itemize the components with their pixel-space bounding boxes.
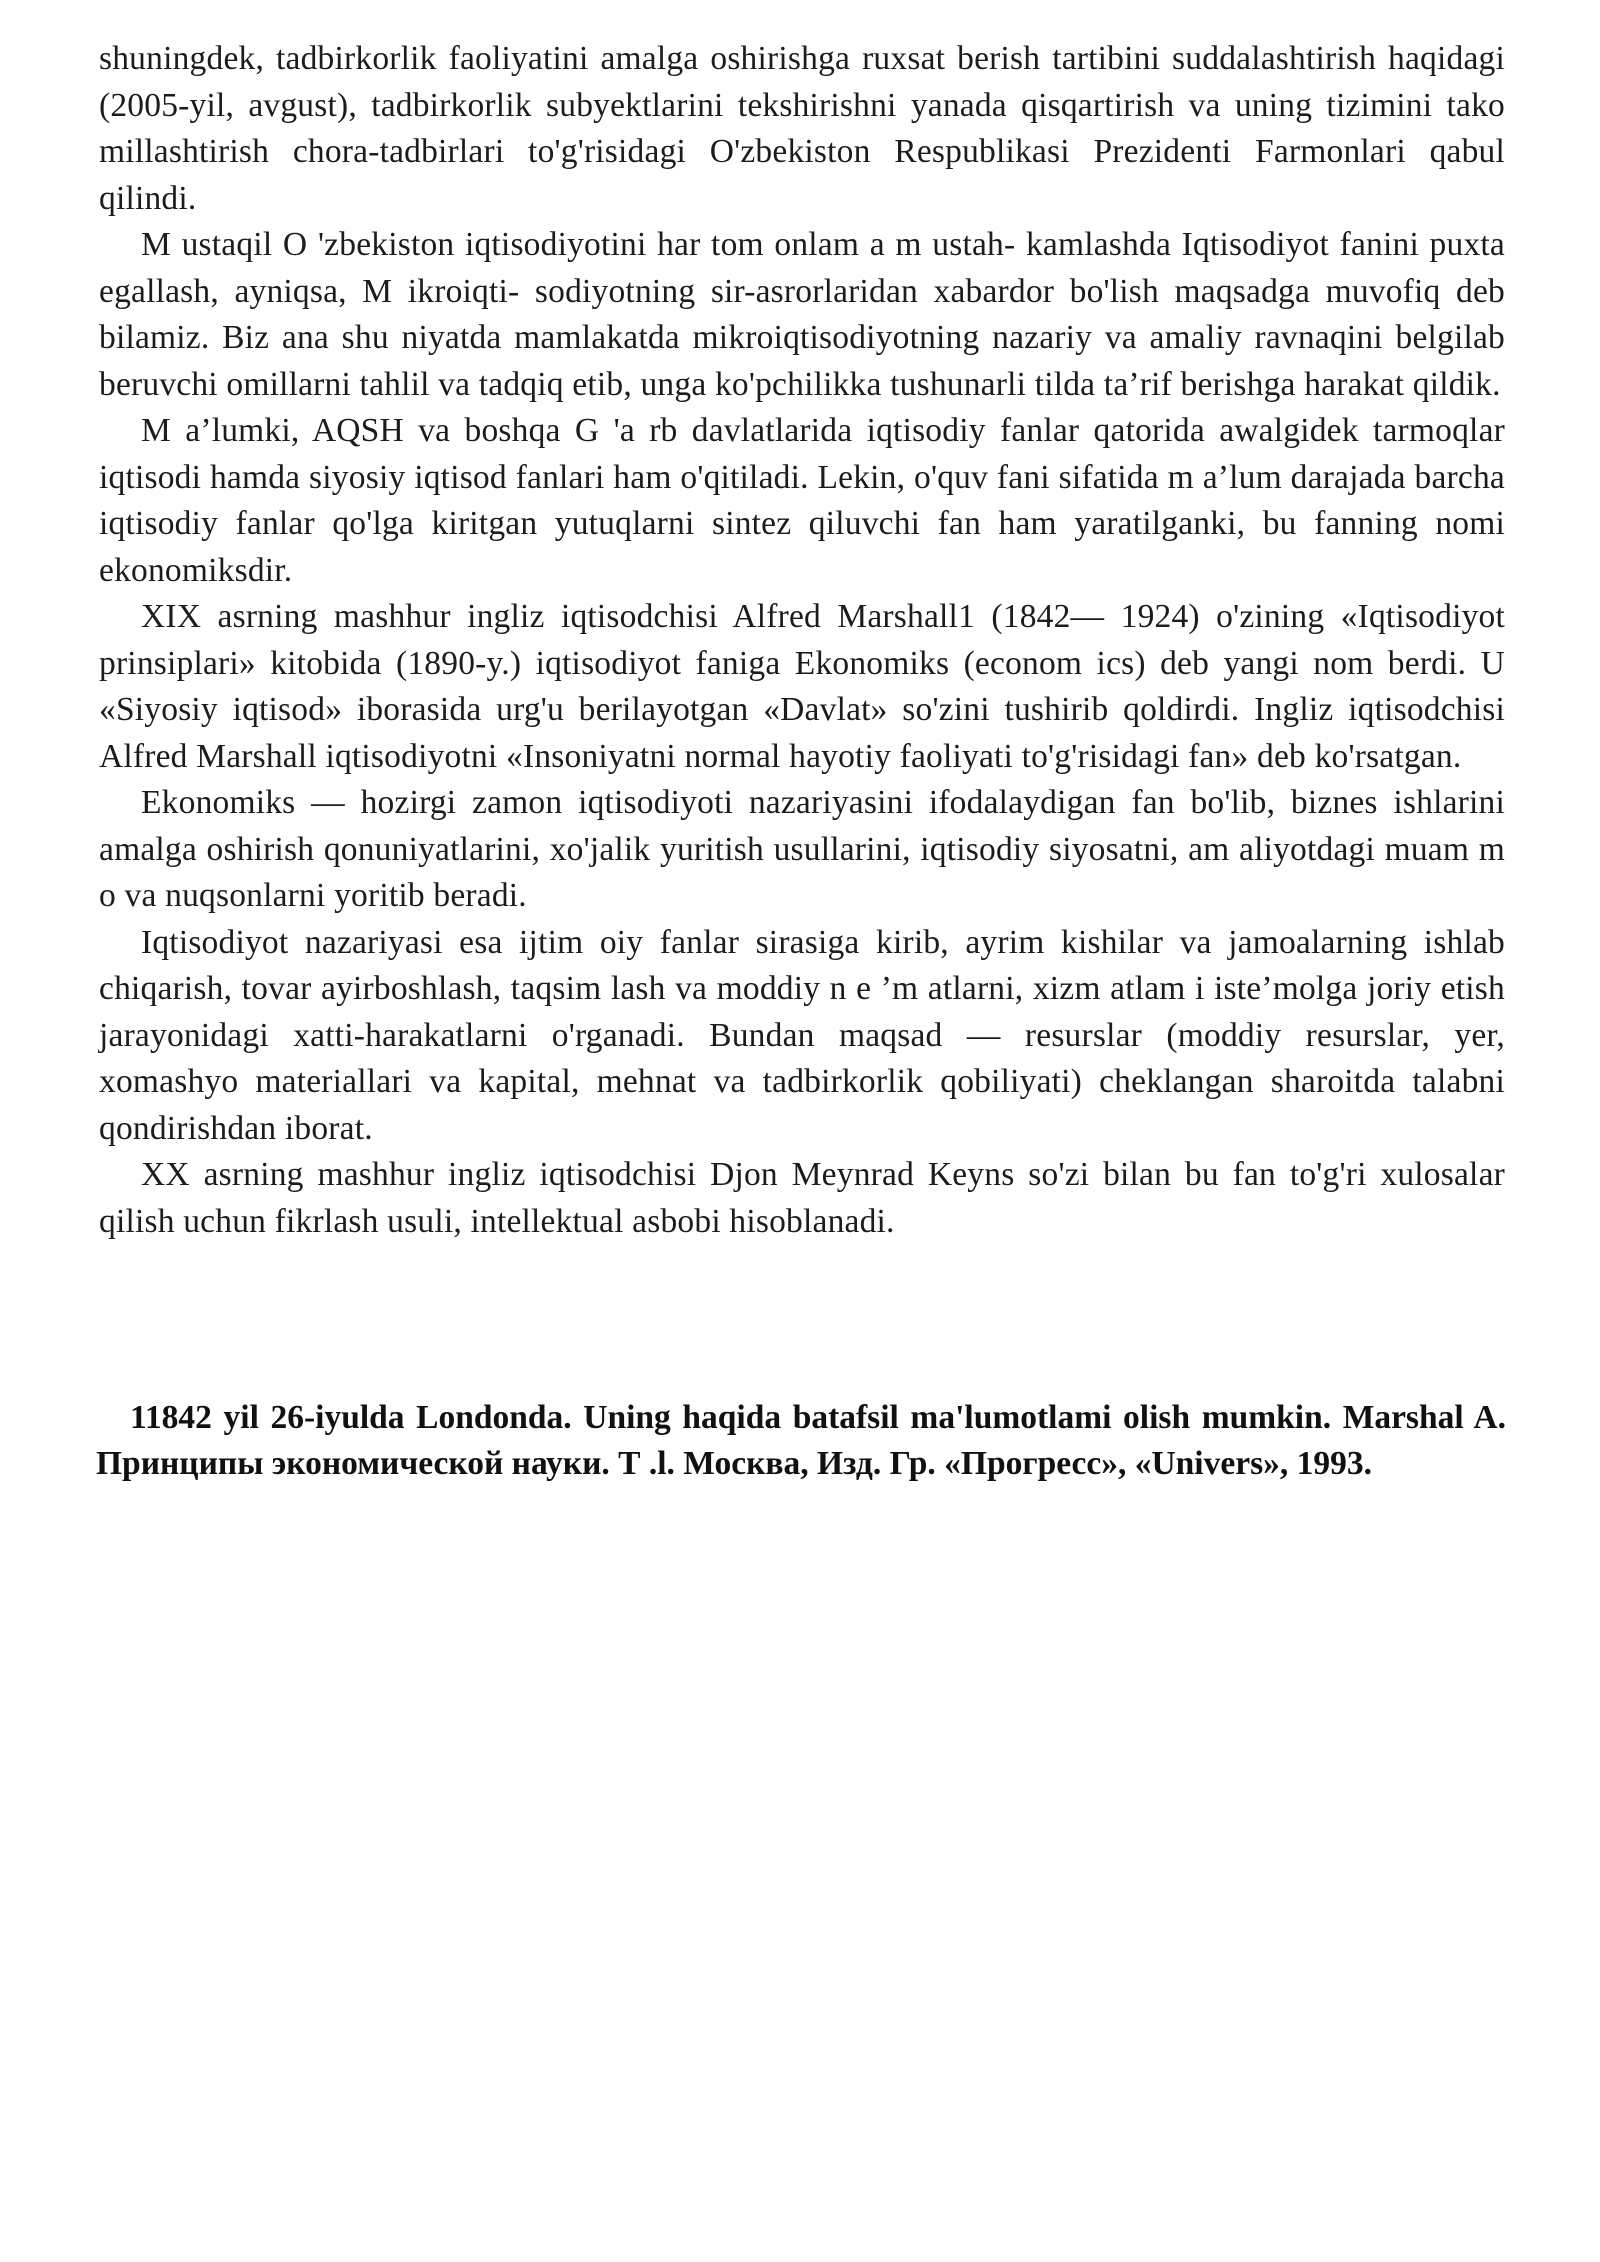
paragraph-economics-modern: Ekonomiks — hozirgi zamon iqtisodiyoti nazariyasini ifodalaydigan fan bo'lib, biznes ishlarini amalga oshirish qonuniyatlarini, xo'jalik yuritish usullarini, iqtisodiy siyosatni, am aliyotdagi muam m o va nuqsonlarni yoritib beradi. — [99, 784, 1505, 914]
paragraph-economic-theory: Iqtisodiyot nazariyasi esa ijtim oiy fanlar sirasiga kirib, ayrim kishilar va jamoalarning ishlab chiqarish, tovar ayirboshlash, taqsim lash va moddiy n e ’m atlarni, xizm atlam i iste’molga joriy etish jarayonidagi xatti-harakatlarni o'rganadi. Bundan maqsad — resurslar (moddiy resurslar, yer, xomashyo materiallari va kapital, mehnat va tadbirkorlik qobiliyati) cheklangan sharoitda talabni qondirishdan iborat. — [99, 923, 1505, 1147]
footnote: 11842 yil 26-iyulda Londonda. Uning haqida batafsil ma'lumotlami olish mumkin. Marshal A. Принципы экономической науки. Т .l. Москва, Изд. Гр. «Прогресс», «Univers», 1993. — [96, 1399, 1506, 1482]
paragraph-microeconomics-aim: M ustaqil O 'zbekiston iqtisodiyotini har tom onlam a m ustah- kamlashda Iqtisodiyot fanini puxta egallash, ayniqsa, M ikroiqti- sodiyotning sir-asrorlaridan xabardor bo'lish maqsadga muvofiq deb bilamiz. Biz ana shu niyatda mamlakatda mikroiqtisodiyotning nazariy va amaliy ravnaqini belgilab beruvchi omillarni tahlil va tadqiq etib, unga ko'pchilikka tushunarli tilda ta’rif berishga harakat qildik. — [99, 226, 1505, 403]
paragraph-economics-definition: M a’lumki, AQSH va boshqa G 'a rb davlatlarida iqtisodiy fanlar qatorida awalgidek tarmoqlar iqtisodi hamda siyosiy iqtisod fanlari ham o'qitiladi. Lekin, o'quv fani sifatida m a’lum darajada barcha iqtisodiy fanlar qo'lga kiritgan yutuqlarni sintez qiluvchi fan ham yaratilganki, bu fanning nomi ekonomiksdir. — [99, 412, 1505, 589]
paragraph-keynes: XX asrning mashhur ingliz iqtisodchisi Djon Meynrad Keyns so'zi bilan bu fan to'g'ri xulosalar qilish uchun fikrlash usuli, intellektual asbobi hisoblanadi. — [99, 1156, 1505, 1240]
page-body — [99, 36, 1505, 1245]
paragraph-decrees: shuningdek, tadbirkorlik faoliyatini amalga oshirishga ruxsat berish tartibini suddalashtirish haqidagi (2005-yil, avgust), tadbirkorlik subyektlarini tekshirishni yanada qisqartirish va uning tizimini tako millashtirish chora-tadbirlari to'g'risidagi O'zbekiston Respublikasi Prezidenti Farmonlari qabul qilindi. — [99, 40, 1505, 217]
paragraph-marshall: XIX asrning mashhur ingliz iqtisodchisi Alfred Marshall1 (1842— 1924) o'zining «Iqtisodiyot prinsiplari» kitobida (1890-y.) iqtisodiyot faniga Ekonomiks (econom ics) deb yangi nom berdi. U «Siyosiy iqtisod» iborasida urg'u berilayotgan «Davlat» so'zini tushirib qoldirdi. Ingliz iqtisodchisi Alfred Marshall iqtisodiyotni «Insoniyatni normal hayotiy faoliyati to'g'risidagi fan» deb ko'rsatgan. — [99, 598, 1505, 775]
